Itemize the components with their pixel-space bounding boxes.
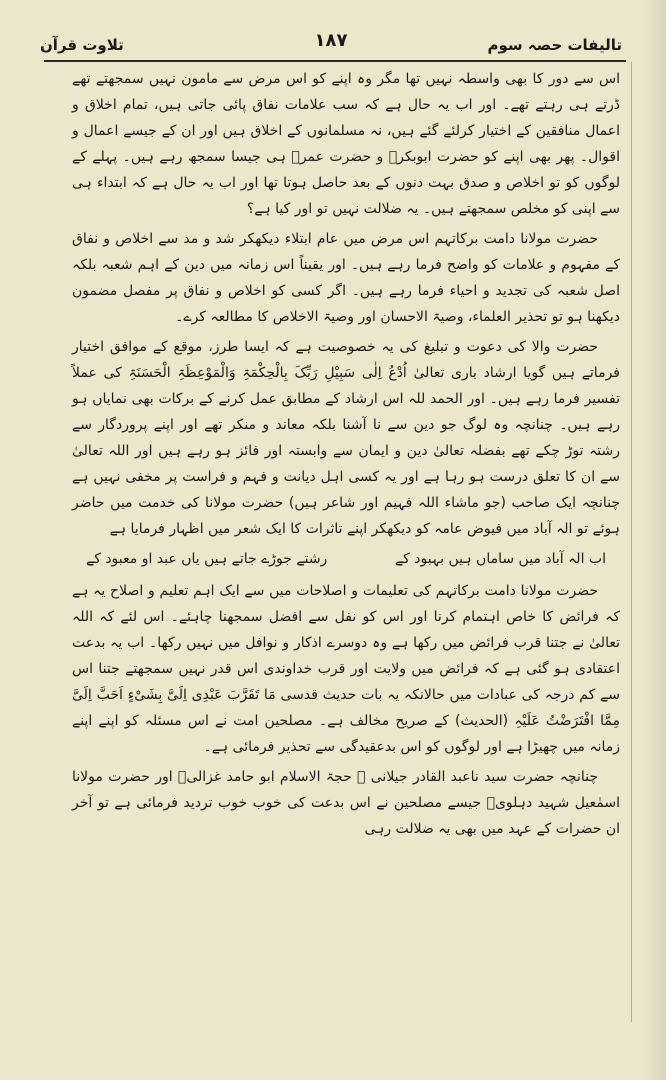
paragraph: حضرت مولانا دامت برکاتہم اس مرض میں عام ابتلاء دیکھکر شد و مد سے اخلاص و نفاق کے مفہوم و علامات کو واضح فرما رہے ہیں۔ اور یقیناً اس زمانہ میں دین کے اہم شعبہ بلکہ اصل شعبہ کی تجدید و احیاء فرما رہے ہیں۔ اگر کسی کو اخلاص و نفاق پر مفصل مضمون دیکھنا ہو تو تحذیر العلماء، وصیۃ الاحسان اور وصیۃ الاخلاص کا مطالعہ کرے۔ (72, 231, 620, 325)
page-header (40, 20, 622, 60)
paragraph: چنانچہ حضرت سید ناعبد القادر جیلانی ؒ حجۃ الاسلام ابو حامد غزالیؒ اور حضرت مولانا اسمٰعیل شہید دہلویؒ جیسے مصلحین نے اس بدعت کی خوب خوب تردید فرمائی ہے تو آخر ان حضرات کے عہد میں بھی یہ ضلالت رہی (72, 769, 620, 837)
paragraph: حضرت والا کی دعوت و تبلیغ کی یہ خصوصیت ہے کہ ایسا طرز، موقع کے موافق اختیار فرماتے ہیں گویا ارشاد باری تعالیٰ اُدْعُ اِلٰی سَبِیْلِ رَبِّکَ بِالْحِکْمَۃِ وَالْمَوْعِظَۃِ الْحَسَنَۃِ کی عملاً تفسیر فرما رہے ہیں۔ اور الحمد للہ اس ارشاد کے مطابق عمل کرنے کے برکات بھی نمایاں ہو رہے ہیں۔ چنانچہ وہ لوگ جو دین سے نا آشنا بلکہ معاند و منکر تھے اور اپنے پروردگار سے رشتہ توڑ چکے تھے بفضلہ تعالیٰ دین و ایمان سے وابستہ اور فائز ہو رہے ہیں اور اللہ تعالیٰ سے ان کا تعلق درست ہو رہا ہے اور یہ کسی اہل دیانت و فہم و فراست پر مخفی نہیں ہے چنانچہ ایک صاحب (جو ماشاء اللہ فہیم اور شاعر ہیں) حضرت مولانا کی خدمت میں حاضر ہوئے تو الہ آباد میں فیوض عامہ کو دیکھکر اپنے تاثرات کا ایک شعر میں اظہار فرمایا ہے (72, 339, 620, 537)
margin-line (631, 62, 632, 1022)
paragraph: حضرت مولانا دامت برکاتہم کی تعلیمات و اصلاحات میں سے ایک اہم تعلیم و اصلاح یہ ہے کہ فرائض کا خاص اہتمام کرنا اور اس کو نفل سے افضل سمجھنا چاہئے۔ اس لئے کہ اللہ تعالیٰ نے جتنا قرب فرائض میں رکھا ہے وہ دوسرے اذکار و نوافل میں نہیں رکھا۔ اب یہ بدعت اعتقادی ہو گئی ہے کہ فرائض میں ولایت اور قرب خداوندی اس قدر نہیں سمجھتے جتنا اس سے کم درجہ کی عبادات میں حالانکہ یہ بات حدیث قدسی مَا تَقَرَّبَ عَبْدِی اِلَیَّ بِشَیْءٍ اَحَبَّ اِلَیَّ مِمَّا افْتَرَضْتُ عَلَیْہِ (الحدیث) کے صریح مخالف ہے۔ مصلحین امت نے اس مسئلہ کو اپنے اپنے زمانہ میں چھیڑا ہے اور لوگوں کو اس بدعقیدگی سے تحذیر فرمائی ہے۔ (72, 583, 620, 755)
page-fold-shadow (642, 0, 666, 1080)
page-body (72, 66, 620, 1028)
verse-hemistich-2: رشتے جوڑے جاتے ہیں یاں عبد او معبود کے (86, 551, 328, 567)
page-number: ۱۸۷ (314, 30, 348, 51)
paragraph: اس سے دور کا بھی واسطہ نہیں تھا مگر وہ اپنے کو اس مرض سے مامون نہیں سمجھتے تھے ڈرتے ہی رہتے تھے۔ اور اب یہ حال ہے کہ سب علامات نفاق پائی جاتی ہیں، تمام اخلاق و اعمال منافقین کے اختیار کرلئے گئے ہیں، نہ مسلمانوں کے اخلاق ہیں اور ان کے جیسے اعمال و اقوال۔ پھر بھی اپنے کو حضرت ابوبکرؓ و حضرت عمرؓ ہی جیسا سمجھ رہے ہیں۔ پہلے کے لوگوں کو تو اخلاص و صدق بہت دنوں کے بعد حاصل ہوتا تھا اور اب یہ حال ہے کہ ابتداء ہی سے اپنی کو مخلص سمجھتے ہیں۔ یہ ضلالت نہیں تو اور کیا ہے؟ (72, 71, 620, 217)
verse (72, 546, 620, 572)
section-title: تلاوت قرآن (40, 36, 124, 54)
book-title: تالیفات حصہ سوم (487, 36, 622, 54)
verse-hemistich-1: اب الہ آباد میں ساماں ہیں بہبود کے (394, 551, 606, 567)
header-rule (44, 60, 626, 62)
